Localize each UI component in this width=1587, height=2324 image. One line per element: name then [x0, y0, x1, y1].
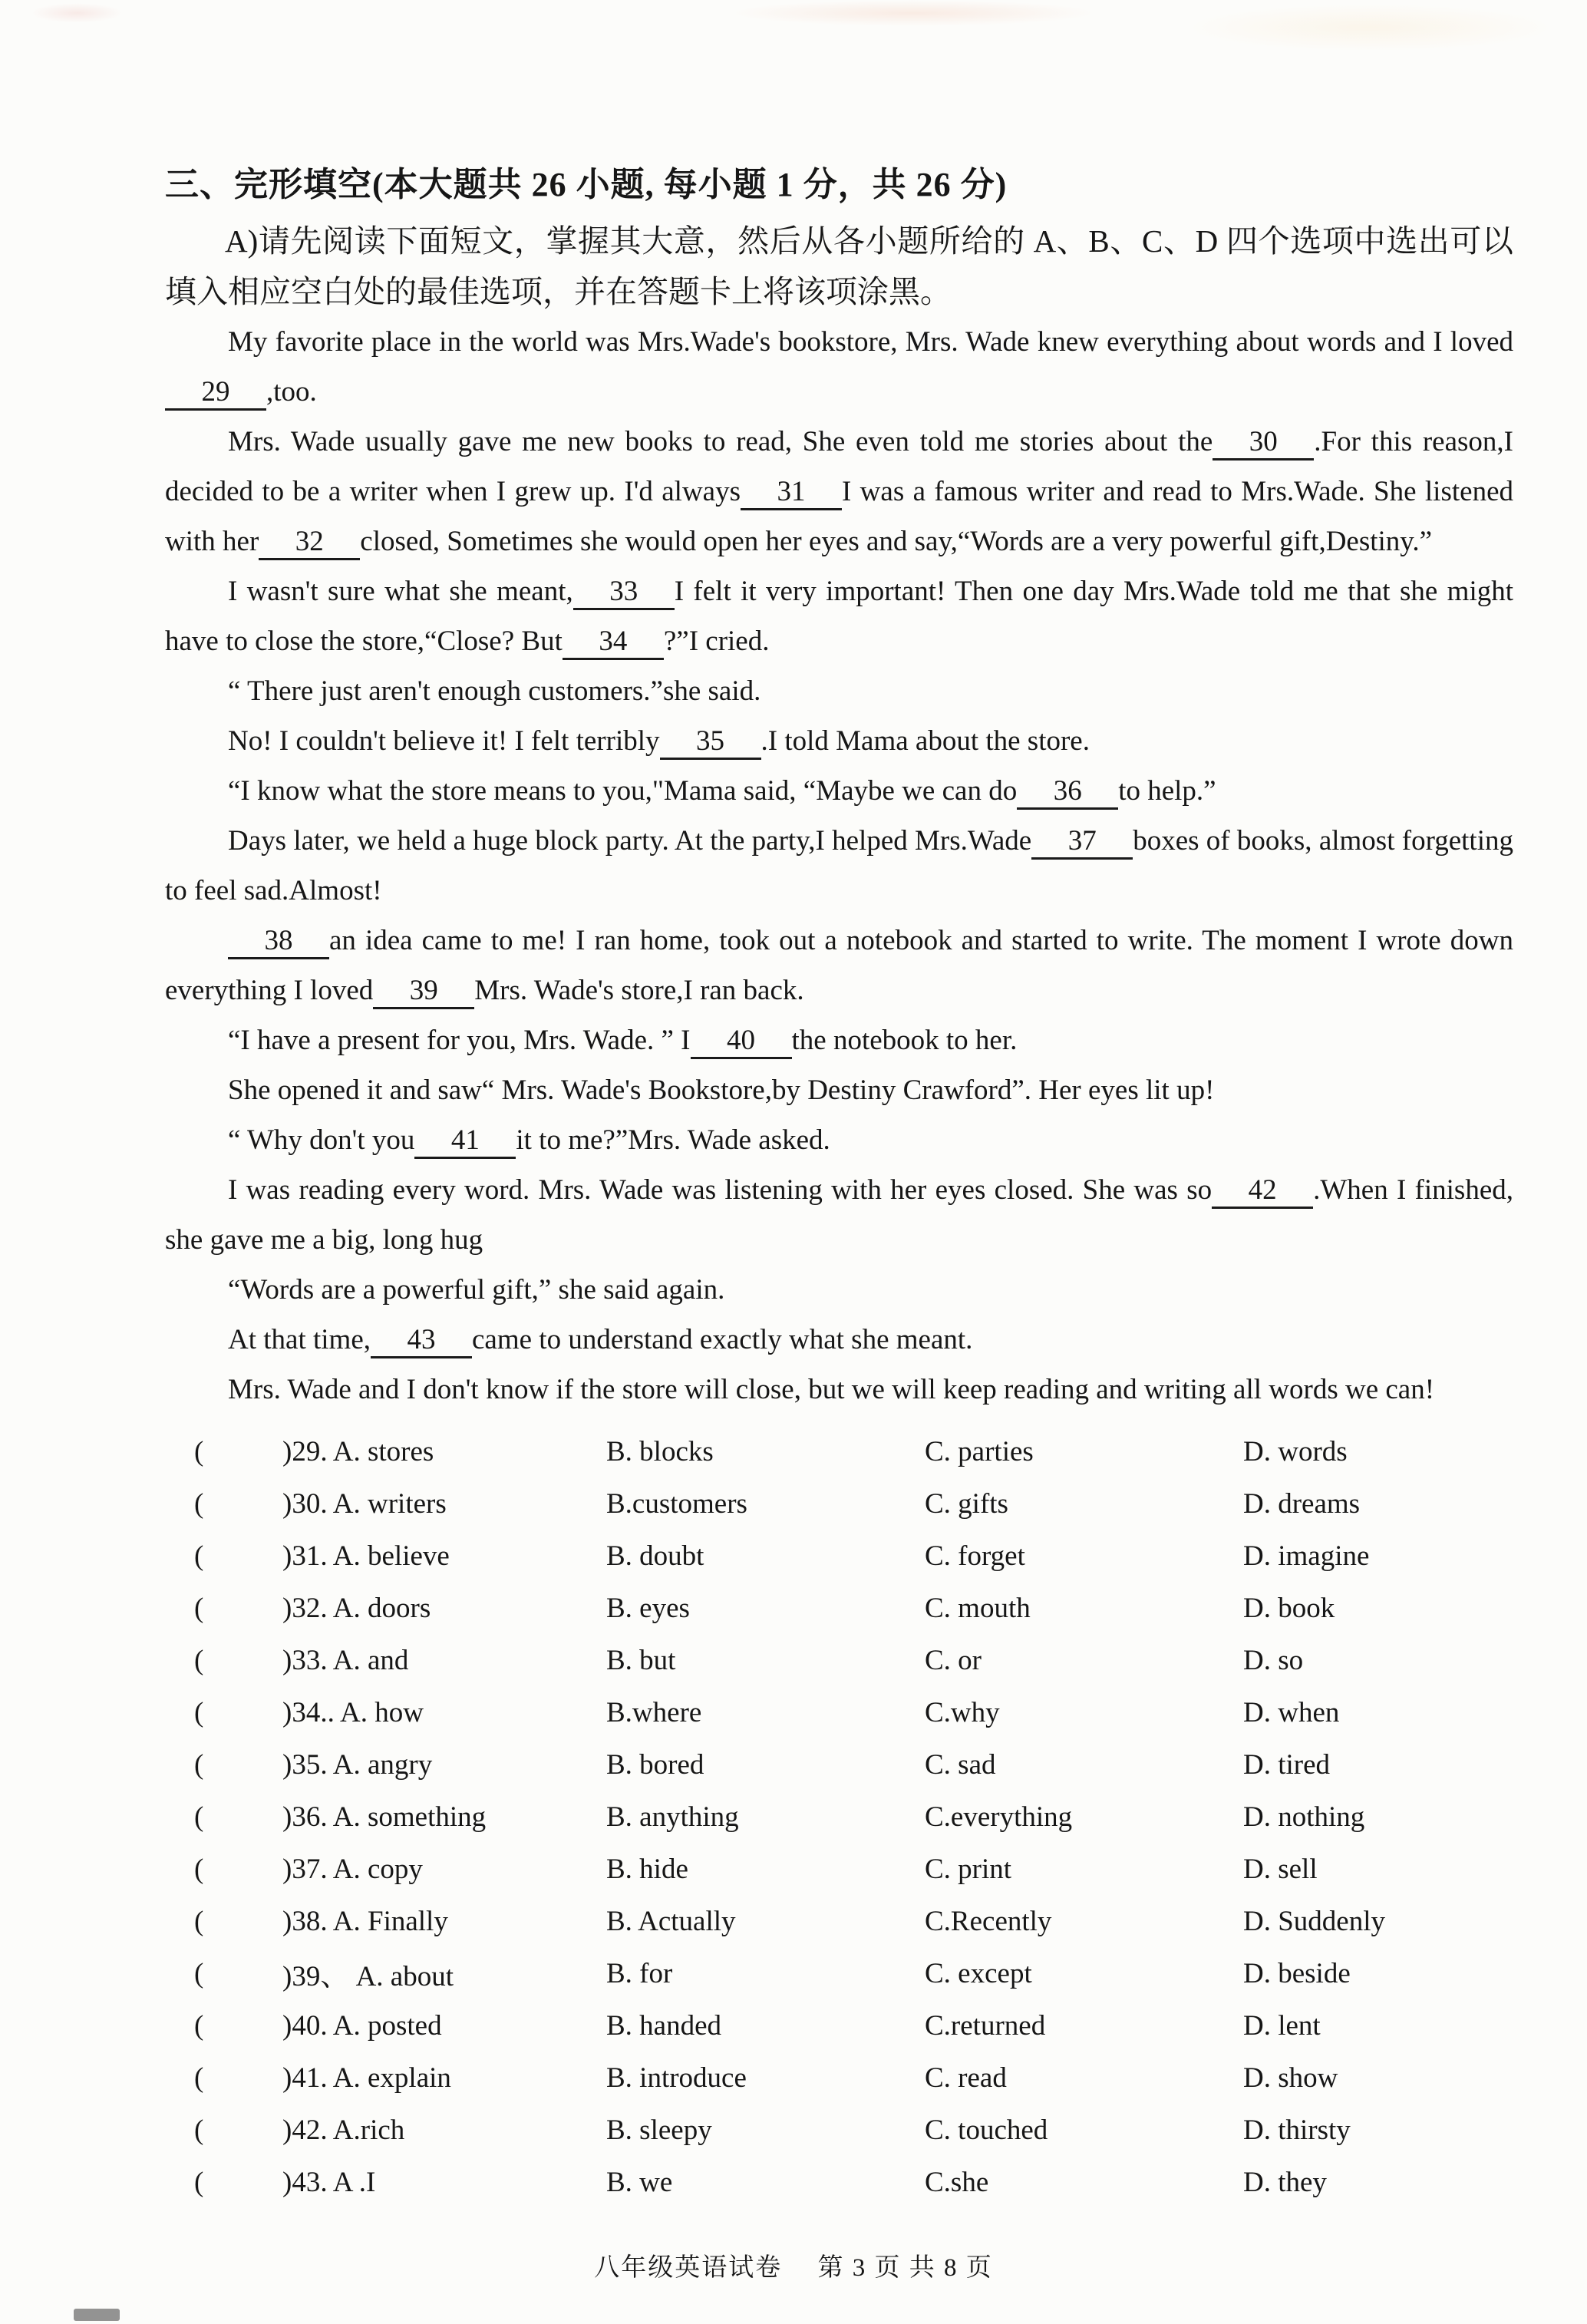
- option-b: B. sleepy: [606, 2114, 712, 2146]
- scan-artifact: [74, 2309, 120, 2321]
- cloze-blank-36: 36: [1017, 776, 1118, 810]
- option-number-and-a: )36. A. something: [282, 1801, 487, 1833]
- option-row: [165, 1582, 1513, 1634]
- option-row: [165, 2052, 1513, 2104]
- cloze-blank-30: 30: [1213, 427, 1314, 461]
- option-row: [165, 2156, 1513, 2208]
- scan-artifact: [729, 0, 1097, 26]
- option-row: [165, 1791, 1513, 1843]
- option-c: C. read: [925, 2062, 1007, 2094]
- option-d: D. words: [1243, 1435, 1348, 1467]
- cloze-blank-43: 43: [371, 1325, 472, 1358]
- cloze-blank-35: 35: [660, 726, 761, 760]
- option-c: C.she: [925, 2166, 989, 2198]
- option-d: D. show: [1243, 2062, 1338, 2094]
- answer-paren: (: [194, 1592, 204, 1624]
- option-row: [165, 1634, 1513, 1686]
- section-instructions: A)请先阅读下面短文，掌握其大意，然后从各小题所给的 A、B、C、D 四个选项中选出可以填入相应空白处的最佳选项，并在答题卡上将该项涂黑。: [165, 223, 1513, 309]
- cloze-blank-39: 39: [373, 975, 474, 1009]
- option-c: C. print: [925, 1853, 1012, 1885]
- option-number-and-a: )30. A. writers: [282, 1487, 447, 1520]
- option-b: B. for: [606, 1957, 673, 1989]
- option-number-and-a: )35. A. angry: [282, 1748, 433, 1781]
- option-d: D. when: [1243, 1696, 1340, 1728]
- option-b: B. we: [606, 2166, 673, 2198]
- option-row: [165, 1738, 1513, 1791]
- option-b: B. hide: [606, 1853, 688, 1885]
- cloze-blank-34: 34: [563, 626, 664, 660]
- passage-paragraph: “I know what the store means to you,"Mama said, “Maybe we can do 36 to help.”: [165, 766, 1513, 816]
- cloze-passage: [165, 317, 1513, 1415]
- option-row: [165, 1530, 1513, 1582]
- answer-paren: (: [194, 2009, 204, 2042]
- option-number-and-a: )41. A. explain: [282, 2062, 451, 2094]
- option-number-and-a: )37. A. copy: [282, 1853, 423, 1885]
- option-number-and-a: )42. A.rich: [282, 2114, 405, 2146]
- options-table: [165, 1425, 1513, 2208]
- passage-paragraph: Mrs. Wade usually gave me new books to read, She even told me stories about the 30 .For this reason,I decided to be a writer when I grew up. I'd always 31 I was a famous writer and read to Mrs.Wade. She listened with her 32 closed, Sometimes she would open her eyes and say,“Words are a very powerful gift,Destiny.”: [165, 417, 1513, 566]
- option-number-and-a: )43. A .I: [282, 2166, 376, 2198]
- option-c: C. or: [925, 1644, 982, 1676]
- option-d: D. nothing: [1243, 1801, 1365, 1833]
- option-row: [165, 1425, 1513, 1477]
- section-title: 三、完形填空(本大题共 26 小题, 每小题 1 分，共 26 分): [165, 166, 1008, 203]
- passage-paragraph: Days later, we held a huge block party. At the party,I helped Mrs.Wade 37 boxes of books, almost forgetting to feel sad.Almost!: [165, 825, 1513, 906]
- option-b: B.where: [606, 1696, 702, 1728]
- option-c: C.returned: [925, 2009, 1046, 2042]
- passage-paragraph: “ Why don't you 41 it to me?”Mrs. Wade asked.: [165, 1115, 1513, 1165]
- option-number-and-a: )29. A. stores: [282, 1435, 434, 1467]
- passage-paragraph: 38 an idea came to me! I ran home, took out a notebook and started to write. The moment I wrote down everything I loved 39 Mrs. Wade's store,I ran back.: [165, 916, 1513, 1015]
- option-d: D. beside: [1243, 1957, 1351, 1989]
- option-b: B.customers: [606, 1487, 747, 1520]
- option-c: C. touched: [925, 2114, 1048, 2146]
- option-number-and-a: )31. A. believe: [282, 1540, 450, 1572]
- answer-paren: (: [194, 1540, 204, 1572]
- option-c: C.Recently: [925, 1905, 1052, 1937]
- passage-paragraph: “Words are a powerful gift,” she said again.: [228, 1274, 725, 1306]
- footer-page-number: 第 3 页 共 8 页: [817, 2254, 993, 2282]
- option-row: [165, 1477, 1513, 1530]
- option-b: B. handed: [606, 2009, 722, 2042]
- option-d: D. so: [1243, 1644, 1304, 1676]
- answer-paren: (: [194, 1853, 204, 1885]
- cloze-blank-37: 37: [1031, 826, 1133, 860]
- option-row: [165, 1947, 1513, 1999]
- option-row: [165, 1843, 1513, 1895]
- passage-paragraph: At that time, 43 came to understand exactly what she meant.: [165, 1315, 1513, 1365]
- passage-paragraph: I was reading every word. Mrs. Wade was listening with her eyes closed. She was so 42 .When I finished, she gave me a big, long hug: [165, 1174, 1513, 1256]
- passage-paragraph: She opened it and saw“ Mrs. Wade's Bookstore,by Destiny Crawford”. Her eyes lit up!: [228, 1075, 1215, 1106]
- option-number-and-a: )38. A. Finally: [282, 1905, 448, 1937]
- answer-paren: (: [194, 1435, 204, 1467]
- option-row: [165, 1999, 1513, 2052]
- option-c: C. sad: [925, 1748, 996, 1781]
- answer-paren: (: [194, 1801, 204, 1833]
- scan-artifact: [31, 3, 123, 23]
- option-c: C. except: [925, 1957, 1032, 1989]
- passage-paragraph: My favorite place in the world was Mrs.Wade's bookstore, Mrs. Wade knew everything about words and I loved29 ,too.: [165, 317, 1513, 417]
- option-c: C. mouth: [925, 1592, 1031, 1624]
- option-number-and-a: )33. A. and: [282, 1644, 409, 1676]
- cloze-blank-42: 42: [1212, 1175, 1313, 1209]
- option-b: B. blocks: [606, 1435, 714, 1467]
- option-c: C.why: [925, 1696, 1000, 1728]
- option-b: B. bored: [606, 1748, 704, 1781]
- answer-paren: (: [194, 1696, 204, 1728]
- scan-artifact: [1189, 5, 1550, 51]
- passage-paragraph: Mrs. Wade and I don't know if the store will close, but we will keep reading and writing all words we can!: [228, 1374, 1435, 1405]
- answer-paren: (: [194, 1644, 204, 1676]
- answer-paren: (: [194, 2062, 204, 2094]
- answer-paren: (: [194, 1748, 204, 1781]
- answer-paren: (: [194, 1957, 204, 1989]
- option-d: D. thirsty: [1243, 2114, 1351, 2146]
- passage-paragraph: No! I couldn't believe it! I felt terribly 35 .I told Mama about the store.: [165, 716, 1513, 766]
- option-c: C. gifts: [925, 1487, 1008, 1520]
- cloze-blank-38: 38: [228, 926, 329, 959]
- answer-paren: (: [194, 1905, 204, 1937]
- option-d: D. they: [1243, 2166, 1327, 2198]
- option-b: B. eyes: [606, 1592, 690, 1624]
- cloze-blank-41: 41: [414, 1125, 516, 1159]
- answer-paren: (: [194, 2166, 204, 2198]
- option-b: B. Actually: [606, 1905, 736, 1937]
- option-number-and-a: )40. A. posted: [282, 2009, 442, 2042]
- option-d: D. dreams: [1243, 1487, 1361, 1520]
- option-b: B. anything: [606, 1801, 739, 1833]
- answer-paren: (: [194, 1487, 204, 1520]
- cloze-blank-31: 31: [741, 477, 842, 510]
- option-b: B. introduce: [606, 2062, 747, 2094]
- cloze-blank-33: 33: [573, 576, 675, 610]
- cloze-blank-40: 40: [691, 1025, 792, 1059]
- option-c: C.everything: [925, 1801, 1073, 1833]
- passage-paragraph: “I have a present for you, Mrs. Wade. ” I 40 the notebook to her.: [165, 1015, 1513, 1065]
- option-b: B. but: [606, 1644, 676, 1676]
- page-content: [165, 157, 1513, 2208]
- cloze-blank-32: 32: [259, 527, 360, 560]
- option-row: [165, 1686, 1513, 1738]
- option-b: B. doubt: [606, 1540, 704, 1572]
- footer-paper-title: 八年级英语试卷: [594, 2254, 783, 2282]
- passage-paragraph: “ There just aren't enough customers.”she said.: [228, 675, 761, 707]
- option-d: D. Suddenly: [1243, 1905, 1385, 1937]
- option-c: C. forget: [925, 1540, 1025, 1572]
- option-number-and-a: )39、 A. about: [282, 1961, 454, 1992]
- option-number-and-a: )34.. A. how: [282, 1696, 424, 1728]
- option-d: D. tired: [1243, 1748, 1331, 1781]
- option-d: D. lent: [1243, 2009, 1321, 2042]
- passage-paragraph: I wasn't sure what she meant, 33 I felt it very important! Then one day Mrs.Wade told me that she might have to close the store,“Close? But 34 ?”I cried.: [165, 566, 1513, 666]
- option-d: D. book: [1243, 1592, 1335, 1624]
- cloze-blank-29: 29: [165, 377, 266, 411]
- answer-paren: (: [194, 2114, 204, 2146]
- option-row: [165, 1895, 1513, 1947]
- option-d: D. sell: [1243, 1853, 1318, 1885]
- page-footer: [0, 2247, 1587, 2283]
- option-row: [165, 2104, 1513, 2156]
- option-c: C. parties: [925, 1435, 1034, 1467]
- option-d: D. imagine: [1243, 1540, 1370, 1572]
- option-number-and-a: )32. A. doors: [282, 1592, 431, 1624]
